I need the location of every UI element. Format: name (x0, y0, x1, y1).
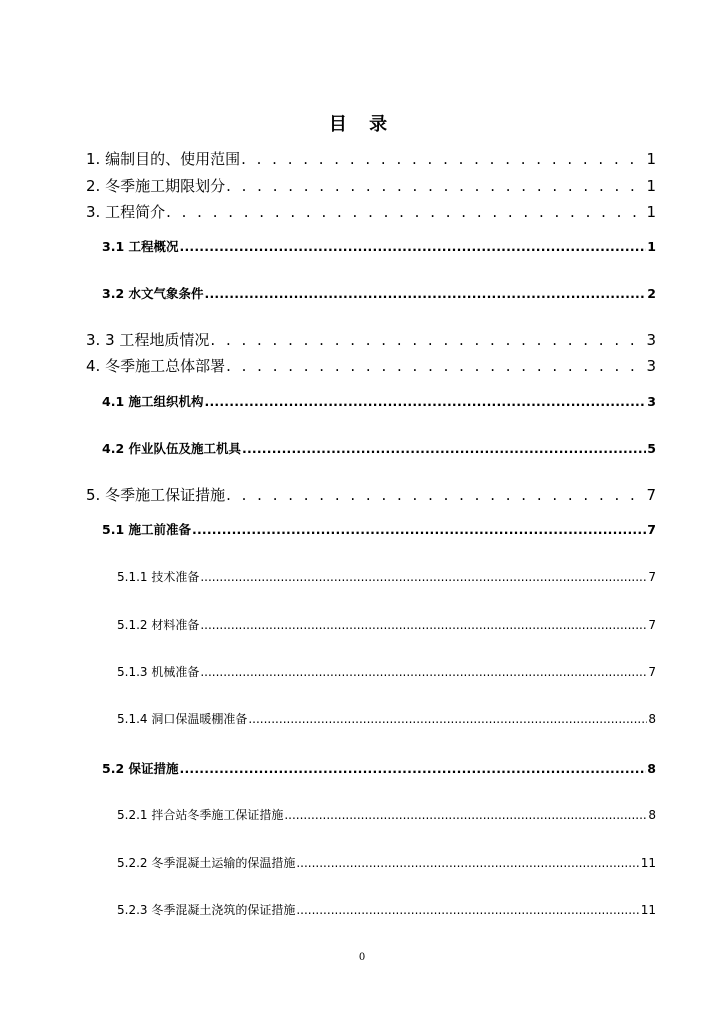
toc-entry[interactable] (102, 392, 656, 410)
toc-entry-page: 8 (647, 761, 656, 776)
toc-entry-page: 7 (648, 665, 656, 679)
dot-leader (205, 394, 647, 409)
toc-entry-label: 5.1.4 洞口保温暖棚准备 (117, 712, 248, 726)
toc-entry-label: 5.2.2 冬季混凝土运输的保温措施 (117, 856, 296, 870)
toc-entry-page: 3 (646, 331, 656, 349)
toc-entry-page: 7 (647, 522, 656, 537)
toc-entry[interactable] (102, 237, 656, 255)
dot-leader (192, 522, 646, 537)
toc-entry[interactable] (102, 284, 656, 302)
toc-entry-page: 1 (647, 239, 656, 254)
dot-leader (205, 286, 647, 301)
toc-entry-label: 5.1.2 材料准备 (117, 618, 200, 632)
toc-entry-page: 7 (648, 570, 656, 584)
toc-entry-page: 5 (647, 441, 656, 456)
toc-entry-page: 1 (646, 150, 656, 168)
toc-title: 目 录 (328, 114, 396, 135)
toc-entry-page: 7 (648, 618, 656, 632)
toc-entry-label: 3.1 工程概况 (102, 239, 179, 254)
dot-leader (166, 203, 645, 221)
toc-entry[interactable] (102, 759, 656, 777)
toc-entry[interactable] (102, 520, 656, 538)
toc-entry[interactable] (117, 616, 656, 633)
toc-entry-label: 3. 工程简介 (86, 203, 166, 221)
toc-entry-page: 7 (646, 486, 656, 504)
dot-leader (242, 441, 646, 456)
dot-leader (241, 150, 645, 168)
toc-entry[interactable] (86, 148, 656, 169)
toc-entry-label: 3.2 水文气象条件 (102, 286, 204, 301)
toc-entry-label: 3. 3 工程地质情况 (86, 331, 210, 349)
dot-leader (200, 665, 647, 679)
dot-leader (226, 357, 645, 375)
toc-entry[interactable] (86, 355, 656, 376)
toc-entry-page: 3 (647, 394, 656, 409)
dot-leader (226, 177, 645, 195)
dot-leader (180, 761, 647, 776)
toc-entry-page: 8 (648, 808, 656, 822)
toc-entry-page: 2 (647, 286, 656, 301)
toc-entry[interactable] (117, 710, 656, 727)
dot-leader (226, 486, 645, 504)
toc-entry-label: 2. 冬季施工期限划分 (86, 177, 226, 195)
dot-leader (210, 331, 645, 349)
toc-entry-label: 4. 冬季施工总体部署 (86, 357, 226, 375)
toc-entry-label: 5. 冬季施工保证措施 (86, 486, 226, 504)
toc-entry[interactable] (86, 175, 656, 196)
toc-entry[interactable] (117, 806, 656, 823)
toc-entry[interactable] (102, 439, 656, 457)
footer-page-number: 0 (358, 952, 366, 963)
toc-entry[interactable] (86, 329, 656, 350)
toc-entry-label: 5.1 施工前准备 (102, 522, 191, 537)
toc-entry-page: 8 (648, 712, 656, 726)
toc-entry[interactable] (117, 663, 656, 680)
toc-entry-label: 5.2 保证措施 (102, 761, 179, 776)
toc-entry-label: 5.1.1 技术准备 (117, 570, 200, 584)
toc-entry[interactable] (117, 854, 656, 871)
dot-leader (248, 712, 647, 726)
dot-leader (200, 570, 647, 584)
toc-entry-label: 1. 编制目的、使用范围 (86, 150, 241, 168)
dot-leader (180, 239, 647, 254)
toc-entry-page: 11 (640, 903, 656, 917)
toc-entry-page: 11 (640, 856, 656, 870)
toc-entry-label: 5.2.3 冬季混凝土浇筑的保证措施 (117, 903, 296, 917)
toc-entry-label: 4.1 施工组织机构 (102, 394, 204, 409)
toc-entry-label: 4.2 作业队伍及施工机具 (102, 441, 241, 456)
toc-entry[interactable] (86, 201, 656, 222)
toc-entry-label: 5.2.1 拌合站冬季施工保证措施 (117, 808, 284, 822)
dot-leader (200, 618, 647, 632)
dot-leader (296, 903, 639, 917)
toc-entry-page: 3 (646, 357, 656, 375)
dot-leader (296, 856, 639, 870)
toc-entry-page: 1 (646, 203, 656, 221)
toc-entry[interactable] (86, 484, 656, 505)
toc-entry[interactable] (117, 568, 656, 585)
dot-leader (284, 808, 647, 822)
toc-entry[interactable] (117, 901, 656, 918)
toc-entry-page: 1 (646, 177, 656, 195)
toc-entry-label: 5.1.3 机械准备 (117, 665, 200, 679)
